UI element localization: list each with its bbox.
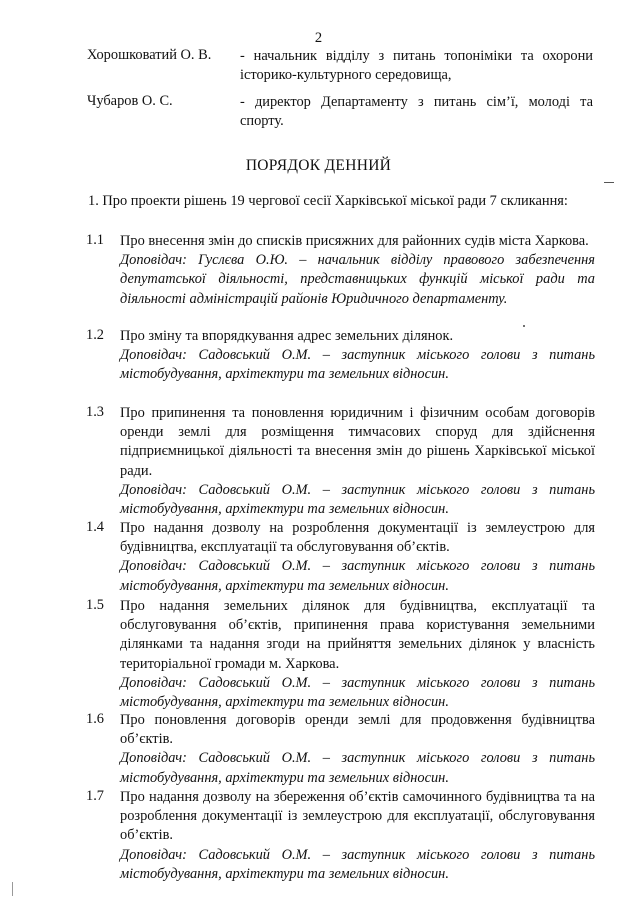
item-speaker: Доповідач: Садовський О.М. – заступник міського голови з питань містобудування, архітектури та земельних відносин. [120, 750, 595, 786]
item-text: Про надання земельних ділянок для будівництва, експлуатації та обслуговування об’єктів, припинення права користування земельними ділянками та надання згоди на прийняття земельних ділянок у власність територіальної громади м. Харкова. [120, 598, 595, 672]
item-speaker: Доповідач: Садовський О.М. – заступник міського голови з питань містобудування, архітектури та земельних відносин. [120, 481, 595, 518]
item-body [120, 327, 595, 385]
item-body [120, 404, 595, 519]
item-number: 1.1 [86, 232, 104, 248]
item-text: Про припинення та поновлення юридичним і фізичним особам договорів оренди землі для розміщення тимчасових споруд для здійснення підприємницької діяльності та внесення змін до рішень Харківської міської ради. [120, 405, 595, 479]
participant-role: - директор Департаменту з питань сім’ї, молоді та спорту. [240, 94, 593, 129]
page-number: 2 [314, 30, 323, 46]
item-number: 1.5 [86, 597, 104, 613]
item-body [120, 711, 595, 788]
item-number: 1.2 [86, 327, 104, 343]
item-body [120, 519, 595, 596]
item-body [120, 788, 595, 884]
item-body [120, 597, 595, 712]
agenda-title: ПОРЯДОК ДЕННИЙ [245, 157, 392, 174]
item-speaker: Доповідач: Гуслєва О.Ю. – начальник відділу правового забезпечення депутатської діяльності, представницьких функцій міської ради та діяльності адміністрацій районів Юридичного департаменту. [120, 252, 595, 307]
participant-role: - начальник відділу з питань топоніміки та охорони історико-культурного середовища, [240, 48, 593, 83]
participant-name: Хорошковатий О. В. [87, 47, 212, 63]
item-text: Про поновлення договорів оренди землі для продовження будівництва об’єктів. [120, 712, 595, 748]
item-text: Про надання дозволу на розроблення документації із землеустрою для будівництва, експлуатації та обслуговування об’єктів. [120, 520, 595, 556]
item-speaker: Доповідач: Садовський О.М. – заступник міського голови з питань містобудування, архітектури та земельних відносин. [120, 674, 595, 711]
participant-name: Чубаров О. С. [87, 93, 173, 109]
item-speaker: Доповідач: Садовський О.М. – заступник міського голови з питань містобудування, архітектури та земельних відносин. [120, 558, 595, 594]
agenda-main-item: 1. Про проекти рішень 19 чергової сесії Харківської міської ради 7 скликання: [88, 193, 568, 209]
item-text: Про зміну та впорядкування адрес земельних ділянок. [120, 328, 454, 344]
item-text: Про внесення змін до списків присяжних для районних судів міста Харкова. [120, 233, 589, 249]
item-body [120, 232, 595, 309]
item-number: 1.6 [86, 711, 104, 727]
item-speaker: Доповідач: Садовський О.М. – заступник міського голови з питань містобудування, архітектури та земельних відносин. [120, 347, 595, 383]
item-speaker: Доповідач: Садовський О.М. – заступник міського голови з питань містобудування, архітектури та земельних відносин. [120, 846, 595, 882]
margin-dash [604, 182, 614, 183]
item-text: Про надання дозволу на збереження об’єктів самочинного будівництва та на розроблення документації із землеустрою для експлуатації, обслуговування об’єктів. [120, 789, 595, 844]
item-number: 1.3 [86, 404, 104, 420]
item-number: 1.7 [86, 788, 104, 804]
item-number: 1.4 [86, 519, 104, 535]
scan-margin-mark [12, 882, 13, 896]
